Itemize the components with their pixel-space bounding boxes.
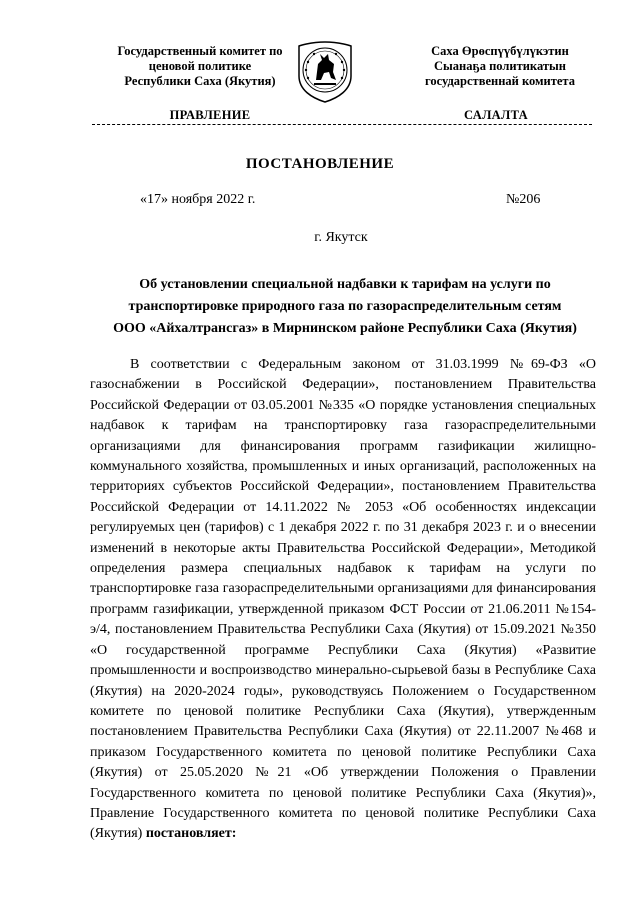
document-date: «17» ноября 2022 г. (140, 192, 256, 207)
header-right-line-1: Саха Өрөспүүбүлүкэтин (431, 44, 569, 58)
header-left-subtitle: ПРАВЛЕНИЕ (169, 108, 251, 122)
header-divider (92, 124, 592, 125)
header-right-block (390, 44, 610, 89)
header-left-line-3: Республики Саха (Якутия) (124, 74, 276, 88)
body-resolution-word: постановляет: (145, 826, 237, 842)
body-text: В соответствии с Федеральным законом от 31.03.1999 №69-ФЗ «О газоснабжении в Российской Федерации», постановлением Правительства Российской Федерации от 03.05.2001 №335 «О порядке установления специальных надбавок к тарифам на транспортировку газа газораспределительными организациями для финансирования программ газификации жилищно-коммунального хозяйства, промышленных и иных организаций, расположенных на территориях субъектов Российской Федерации», постановлением Правительства Российской Федерации от 14.11.2022 № 2053 «Об особенностях индексации регулируемых цен (тарифов) с 1 декабря 2022 г. по 31 декабря 2023 г. и о внесении изменений в некоторые акты Правительства Российской Федерации», Методикой определения размера специальных надбавок к тарифам на услуги по транспортировке газа газораспределительными организациями для финансирования программ газификации, утвержденной приказом ФСТ России от 21.06.2011 №154-э/4, постановлением Правительства Республики Саха (Якутия) от 15.09.2021 №350 «О государственной программе Республики Саха (Якутия) «Развитие промышленности и воспроизводство минерально-сырьевой базы в Республике Саха (Якутия) на 2020-2024 годы», руководствуясь Положением о Государственном комитете по ценовой политике Республики Саха (Якутия), утвержденным постановлением Правительства Республики Саха (Якутия) от 22.11.2007 №468 и приказом Государственного комитета по ценовой политике Республики Саха (Якутия) от 25.05.2020 №21 «Об утверждении Положения о Правлении Государственного комитета по ценовой политике Республики Саха (Якутия)», Правление Государственного комитета по ценовой политике Республики Саха (Якутия) (90, 357, 596, 842)
document-city: г. Якутск (314, 230, 368, 245)
heading-line-3: ООО «Айхалтрансгаз» в Мирнинском районе Республики Саха (Якутия) (113, 321, 577, 336)
document-heading (90, 274, 600, 340)
header-left-block (90, 44, 310, 89)
header-left-line-2: ценовой политике (148, 59, 252, 73)
header-right-subtitle: САЛАЛТА (464, 108, 528, 122)
header-left-line-1: Государственный комитет по (117, 44, 283, 58)
document-type-title: ПОСТАНОВЛЕНИЕ (245, 156, 395, 172)
document-number: №206 (506, 192, 541, 207)
header-right-line-2: Сыанаҕа политикатын (434, 59, 566, 73)
document-body-paragraph (90, 355, 596, 845)
heading-line-1: Об установлении специальной надбавки к тарифам на услуги по (139, 277, 551, 292)
heading-line-2: транспортировке природного газа по газораспределительным сетям (128, 299, 562, 314)
coat-of-arms-icon (296, 40, 354, 104)
header-right-line-3: государственнай комитета (425, 74, 575, 88)
